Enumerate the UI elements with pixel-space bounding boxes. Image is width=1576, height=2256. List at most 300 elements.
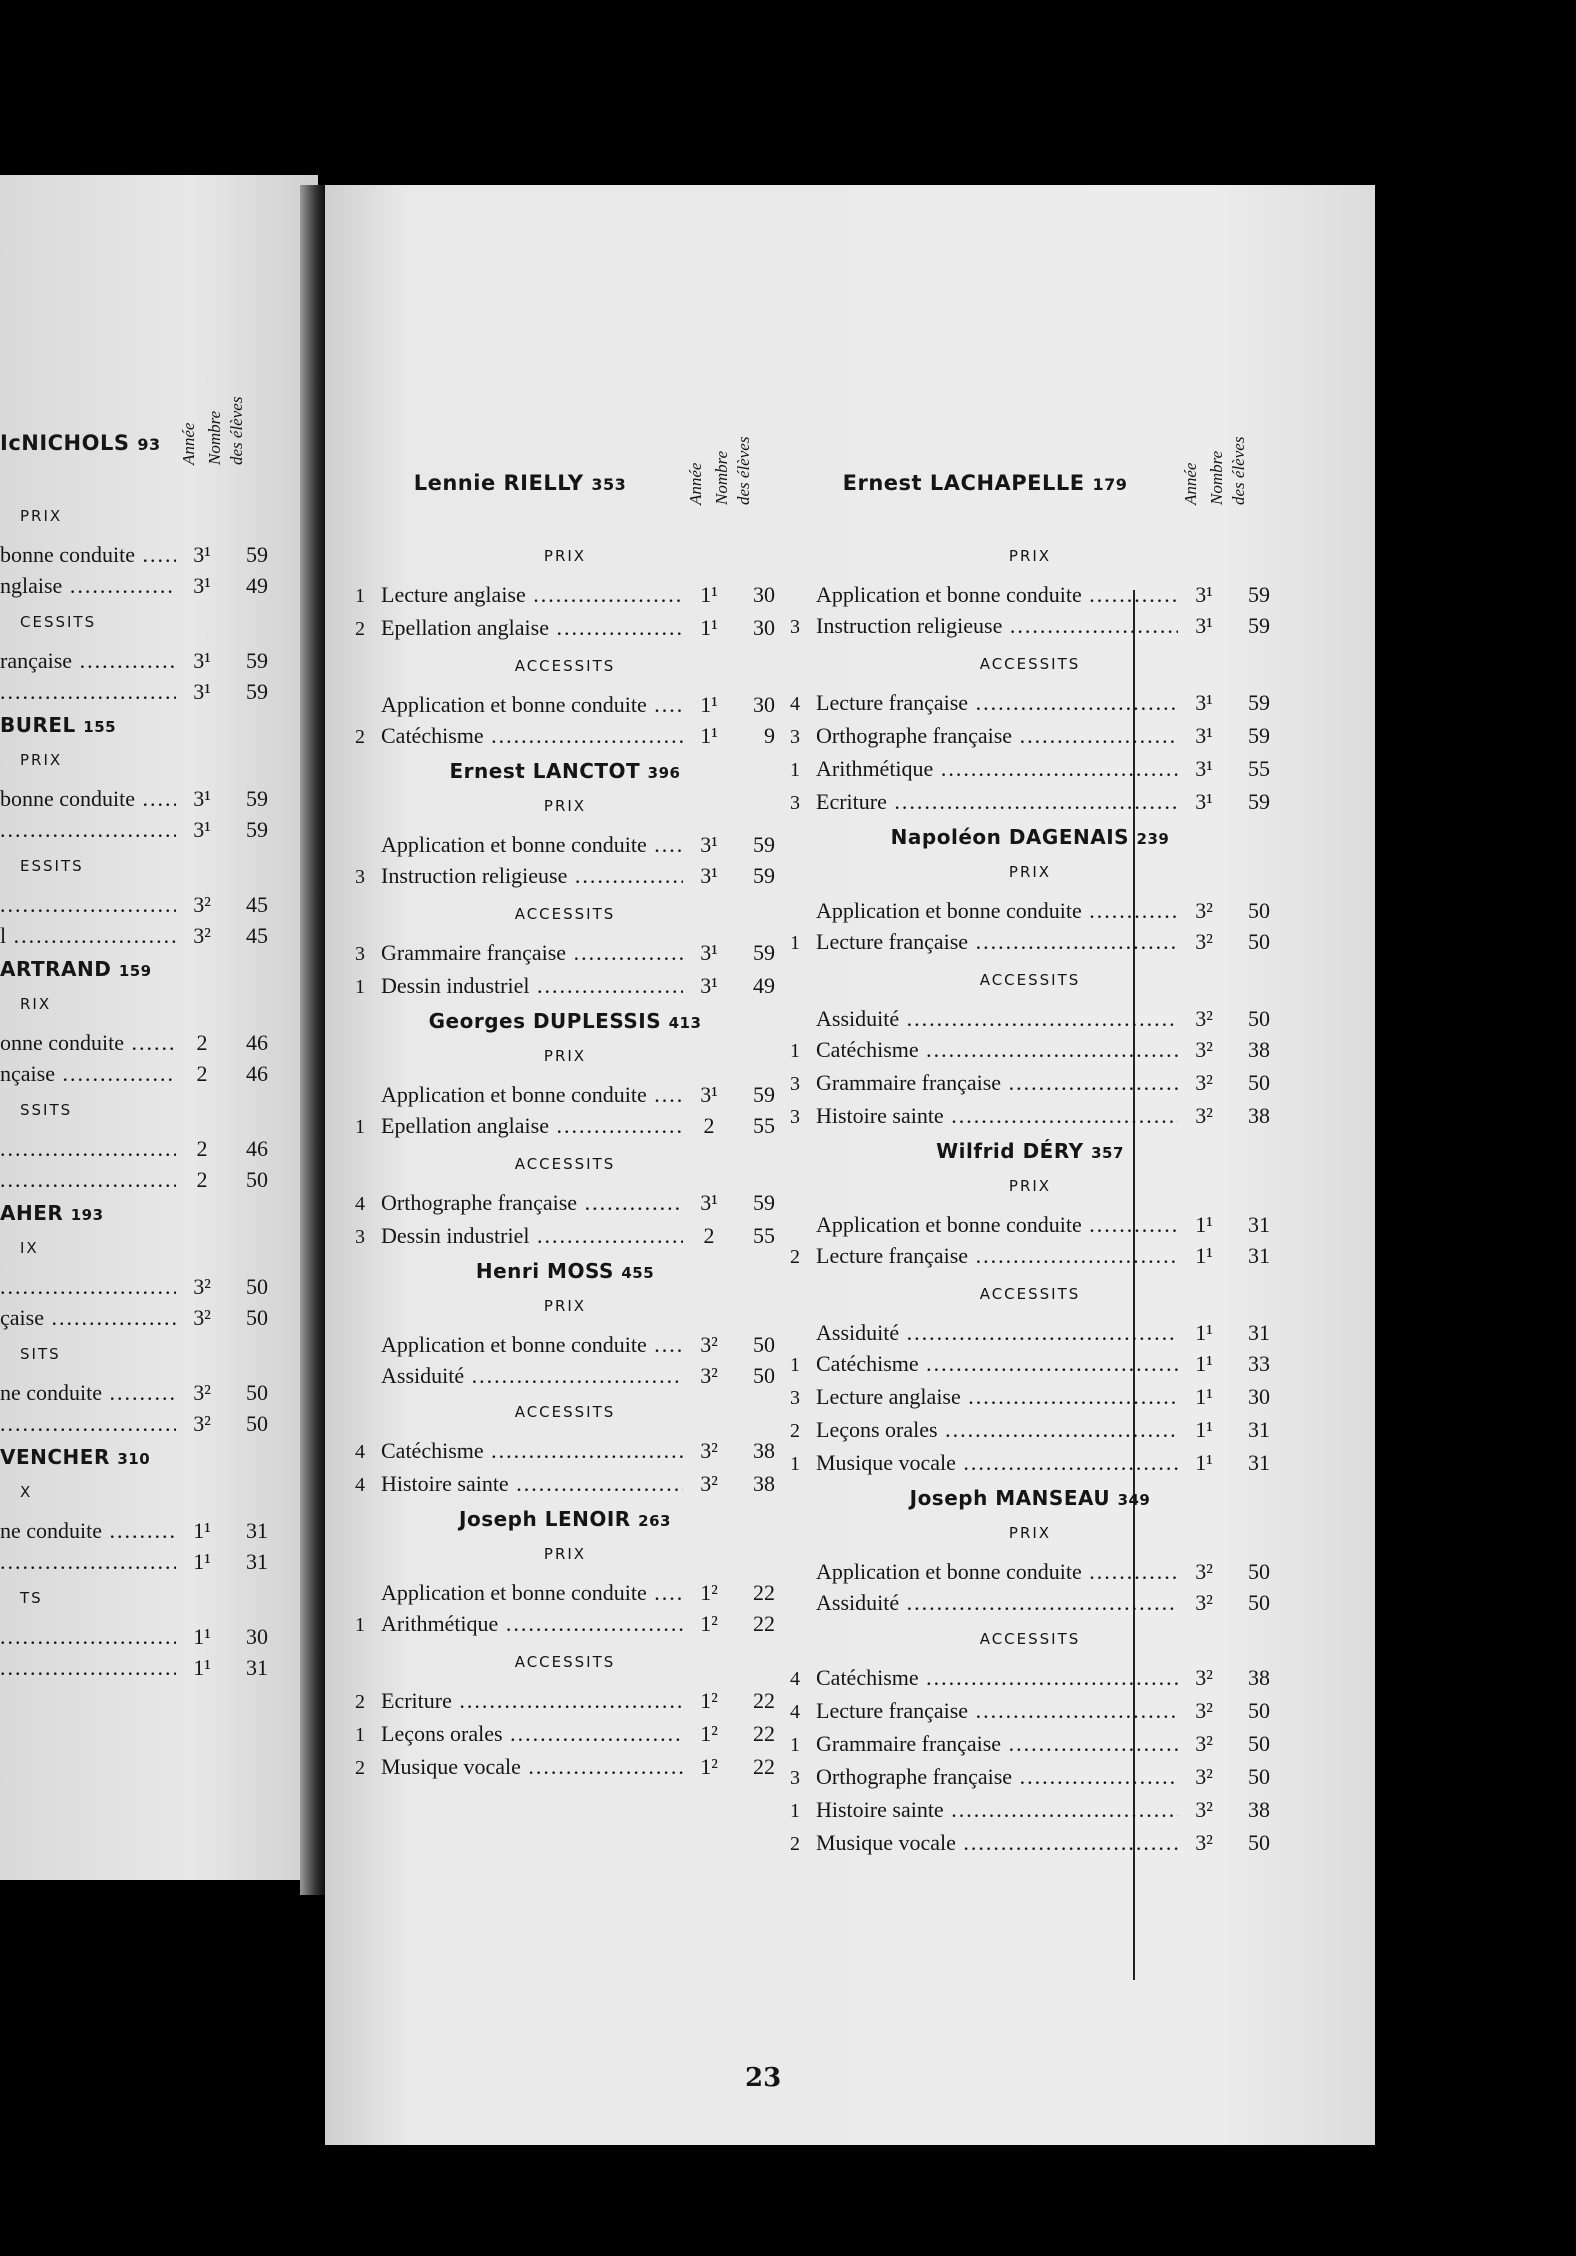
student-block <box>0 1201 268 1439</box>
award-year: 2 <box>703 1223 715 1248</box>
award-year: 2 <box>196 1030 208 1055</box>
student-block <box>790 1486 1270 1860</box>
award-count: 31 <box>246 1549 268 1574</box>
label-annee-text: Année <box>686 462 705 505</box>
award-subject: Histoire sainte ..... <box>381 1468 683 1499</box>
award-count: 22 <box>753 1611 775 1636</box>
section-title: PRIX <box>1008 1177 1052 1195</box>
award-year: 3² <box>700 1438 718 1463</box>
award-year: 3² <box>1195 1764 1213 1789</box>
award-row <box>790 895 1270 926</box>
award-year: 3² <box>193 1274 211 1299</box>
award-row <box>790 1761 1270 1794</box>
award-rank: 4 <box>355 1193 365 1215</box>
award-subject: Histoire sainte ..... <box>816 1794 1178 1825</box>
award-row <box>0 920 268 951</box>
award-row <box>355 579 775 612</box>
award-row <box>0 783 268 814</box>
award-count: 38 <box>1248 1103 1270 1128</box>
award-subject: Application et bonne conduite ..... <box>381 1329 683 1360</box>
award-subject: Assiduité ..... <box>816 1317 1178 1348</box>
award-count: 31 <box>1248 1212 1270 1237</box>
award-subject: Application et bonne conduite ..... <box>816 1556 1178 1587</box>
student-number: 310 <box>117 1450 151 1468</box>
award-year: 1¹ <box>1195 1320 1213 1345</box>
award-count: 46 <box>246 1061 268 1086</box>
award-year: 3¹ <box>700 1190 718 1215</box>
label-annee-text: Année <box>1181 462 1200 505</box>
student-name-text: ARTRAND <box>0 957 112 981</box>
student-block <box>355 759 775 1003</box>
award-rank: 1 <box>790 759 800 781</box>
award-count: 31 <box>246 1655 268 1680</box>
award-row <box>0 1546 268 1577</box>
award-year: 3² <box>1195 1006 1213 1031</box>
award-year: 3¹ <box>193 573 211 598</box>
award-year: 1¹ <box>700 692 718 717</box>
student-name <box>0 1201 268 1225</box>
award-count: 9 <box>764 723 775 748</box>
award-count: 59 <box>753 1190 775 1215</box>
award-year: 3¹ <box>1195 613 1213 638</box>
award-count: 59 <box>1248 582 1270 607</box>
award-subject: Application et bonne conduite ..... <box>816 579 1178 610</box>
award-subject: Orthographe française ..... <box>816 1761 1178 1792</box>
award-row <box>790 1317 1270 1348</box>
award-subject: Lecture française ..... <box>816 926 1178 957</box>
student-name-text: Joseph MANSEAU <box>909 1486 1111 1510</box>
award-subject: Musique vocale ..... <box>381 1751 683 1782</box>
award-count: 50 <box>1248 1731 1270 1756</box>
award-row <box>0 1164 268 1195</box>
award-count: 50 <box>246 1167 268 1192</box>
award-count: 45 <box>246 923 268 948</box>
award-year: 3¹ <box>193 542 211 567</box>
student-name <box>790 1139 1270 1163</box>
award-subject: onne conduite ..... <box>0 1027 176 1058</box>
section-title: PRIX <box>1008 1524 1052 1542</box>
award-subject: Grammaire française ..... <box>381 937 683 968</box>
award-rank: 2 <box>790 1420 800 1442</box>
column-header <box>355 425 775 535</box>
award-subject: bonne conduite ..... <box>0 783 176 814</box>
header-name-text: IcNICHOLS <box>0 431 130 455</box>
award-count: 55 <box>753 1223 775 1248</box>
award-count: 22 <box>753 1580 775 1605</box>
award-rank: 4 <box>355 1441 365 1463</box>
award-count: 30 <box>753 582 775 607</box>
award-year: 2 <box>196 1167 208 1192</box>
student-name-text: Ernest LANCTOT <box>449 759 641 783</box>
award-count: 38 <box>1248 1037 1270 1062</box>
award-year: 3² <box>700 1471 718 1496</box>
award-subject <box>0 1621 176 1652</box>
award-count: 50 <box>1248 1070 1270 1095</box>
award-year: 3² <box>193 1305 211 1330</box>
section-title: ACCESSITS <box>979 1285 1081 1303</box>
award-row <box>355 689 775 720</box>
column-header <box>790 425 1270 535</box>
section-title: PRIX <box>543 1545 587 1563</box>
award-rank: 1 <box>790 1734 800 1756</box>
student-name <box>0 957 268 981</box>
section-title: ESSITS <box>20 857 84 875</box>
award-row <box>790 1662 1270 1695</box>
section-title: PRIX <box>1008 547 1052 565</box>
award-row <box>790 1034 1270 1067</box>
header-student-name <box>790 471 1180 495</box>
award-year: 3¹ <box>193 786 211 811</box>
left-page-column <box>0 385 268 1689</box>
award-year: 3¹ <box>193 817 211 842</box>
award-rank: 3 <box>790 792 800 814</box>
award-subject: Ecriture ..... <box>381 1685 683 1716</box>
award-rank: 3 <box>355 866 365 888</box>
award-subject <box>0 1164 176 1195</box>
award-rank: 3 <box>790 726 800 748</box>
award-count: 55 <box>753 1113 775 1138</box>
student-name <box>0 713 268 737</box>
award-row <box>0 645 268 676</box>
award-row <box>790 1556 1270 1587</box>
award-subject: Arithmétique ..... <box>816 753 1178 784</box>
award-row <box>790 1348 1270 1381</box>
award-subject: Lecture française ..... <box>816 1240 1178 1271</box>
award-subject: Leçons orales ..... <box>381 1718 683 1749</box>
page-number: 23 <box>745 2063 782 2093</box>
award-subject <box>0 889 176 920</box>
award-row <box>355 1577 775 1608</box>
award-count: 30 <box>753 615 775 640</box>
award-count: 50 <box>1248 1559 1270 1584</box>
award-count: 31 <box>1248 1417 1270 1442</box>
award-row <box>790 1728 1270 1761</box>
award-subject: ne conduite ..... <box>0 1515 176 1546</box>
award-rank: 3 <box>355 1226 365 1248</box>
award-count: 22 <box>753 1721 775 1746</box>
award-count: 50 <box>753 1363 775 1388</box>
award-count: 50 <box>1248 1590 1270 1615</box>
award-subject: Epellation anglaise ..... <box>381 1110 683 1141</box>
award-year: 3² <box>700 1332 718 1357</box>
section-title: IX <box>20 1239 39 1257</box>
award-row <box>355 1718 775 1751</box>
award-count: 46 <box>246 1136 268 1161</box>
award-count: 31 <box>1248 1243 1270 1268</box>
award-row <box>790 1209 1270 1240</box>
label-nombre-text: Nombre <box>712 450 731 505</box>
award-count: 49 <box>753 973 775 998</box>
award-year: 1¹ <box>700 582 718 607</box>
award-row <box>790 1794 1270 1827</box>
award-subject: Assiduité ..... <box>381 1360 683 1391</box>
award-subject: Assiduité ..... <box>816 1587 1178 1618</box>
award-year: 1¹ <box>193 1518 211 1543</box>
award-year: 3¹ <box>700 940 718 965</box>
award-count: 38 <box>1248 1797 1270 1822</box>
award-year: 1² <box>700 1721 718 1746</box>
award-year: 3² <box>1195 1037 1213 1062</box>
header-name-text: Lennie RIELLY <box>413 471 584 495</box>
label-nombre-text: Nombre <box>205 410 224 465</box>
award-subject: Application et bonne conduite ..... <box>816 895 1178 926</box>
award-year: 1¹ <box>193 1655 211 1680</box>
award-rank: 1 <box>355 585 365 607</box>
award-subject: Assiduité ..... <box>816 1003 1178 1034</box>
student-name-text: Napoléon DAGENAIS <box>890 825 1130 849</box>
award-year: 3² <box>1195 1665 1213 1690</box>
award-subject: Grammaire française ..... <box>816 1067 1178 1098</box>
award-row <box>0 814 268 845</box>
award-year: 3² <box>1195 1559 1213 1584</box>
label-eleves <box>1230 415 1260 505</box>
award-row <box>790 1100 1270 1133</box>
award-rank: 1 <box>790 1354 800 1376</box>
award-row <box>790 1003 1270 1034</box>
award-row <box>790 1414 1270 1447</box>
award-row <box>355 860 775 893</box>
award-year: 3¹ <box>1195 789 1213 814</box>
award-rank: 2 <box>355 726 365 748</box>
section-title: TS <box>20 1589 43 1607</box>
award-row <box>0 1408 268 1439</box>
award-year: 3¹ <box>1195 723 1213 748</box>
award-year: 3¹ <box>1195 690 1213 715</box>
award-subject: Ecriture ..... <box>816 786 1178 817</box>
column-1 <box>355 425 775 1790</box>
award-year: 3² <box>1195 1731 1213 1756</box>
header-student-name <box>0 431 178 455</box>
award-row <box>0 570 268 601</box>
award-count: 59 <box>753 832 775 857</box>
section-title: PRIX <box>20 751 63 769</box>
award-subject: Histoire sainte ..... <box>816 1100 1178 1131</box>
award-row <box>790 926 1270 959</box>
section-title: PRIX <box>543 1297 587 1315</box>
label-eleves-text: des élèves <box>734 436 753 505</box>
award-count: 59 <box>246 817 268 842</box>
award-subject: Instruction religieuse ..... <box>816 610 1178 641</box>
award-rank: 1 <box>790 932 800 954</box>
student-block <box>790 1139 1270 1480</box>
award-year: 1¹ <box>1195 1417 1213 1442</box>
award-year: 2 <box>703 1113 715 1138</box>
section-title: RIX <box>20 995 52 1013</box>
award-subject: Musique vocale ..... <box>816 1827 1178 1858</box>
column-header <box>0 385 268 495</box>
award-row <box>355 1360 775 1391</box>
award-rank: 4 <box>790 1701 800 1723</box>
award-subject: l ..... <box>0 920 176 951</box>
award-row <box>355 970 775 1003</box>
award-year: 3¹ <box>1195 756 1213 781</box>
award-subject: Catéchisme ..... <box>381 1435 683 1466</box>
student-number: 349 <box>1117 1491 1151 1509</box>
award-row <box>790 1381 1270 1414</box>
award-year: 3¹ <box>700 1082 718 1107</box>
award-count: 50 <box>1248 929 1270 954</box>
section-title: PRIX <box>20 507 63 525</box>
award-row <box>355 1435 775 1468</box>
award-count: 50 <box>246 1305 268 1330</box>
award-row <box>355 1685 775 1718</box>
award-subject: Arithmétique ..... <box>381 1608 683 1639</box>
award-count: 50 <box>1248 898 1270 923</box>
award-count: 55 <box>1248 756 1270 781</box>
award-year: 2 <box>196 1061 208 1086</box>
award-row <box>355 612 775 645</box>
student-number: 239 <box>1136 830 1170 848</box>
award-count: 30 <box>753 692 775 717</box>
label-nombre-text: Nombre <box>1207 450 1226 505</box>
award-subject: Lecture anglaise ..... <box>381 579 683 610</box>
student-block <box>790 825 1270 1133</box>
award-row <box>0 539 268 570</box>
section-title: PRIX <box>1008 863 1052 881</box>
student-number: 159 <box>118 962 152 980</box>
award-subject: Application et bonne conduite ..... <box>381 829 683 860</box>
award-rank: 4 <box>790 1668 800 1690</box>
award-subject: Epellation anglaise ..... <box>381 612 683 643</box>
award-count: 50 <box>1248 1764 1270 1789</box>
award-rank: 3 <box>790 1767 800 1789</box>
award-subject: Lecture française ..... <box>816 1695 1178 1726</box>
award-subject <box>0 1408 176 1439</box>
award-rank: 3 <box>790 1106 800 1128</box>
award-rank: 1 <box>790 1453 800 1475</box>
award-row <box>790 720 1270 753</box>
award-row <box>0 1515 268 1546</box>
award-year: 3² <box>193 923 211 948</box>
right-page <box>325 185 1375 2145</box>
award-subject: Catéchisme ..... <box>381 720 683 751</box>
award-row <box>355 1220 775 1253</box>
label-eleves <box>228 375 258 465</box>
award-rank: 2 <box>790 1246 800 1268</box>
student-block <box>355 1009 775 1253</box>
label-eleves <box>735 415 765 505</box>
award-year: 1¹ <box>1195 1351 1213 1376</box>
award-count: 38 <box>753 1471 775 1496</box>
award-count: 50 <box>753 1332 775 1357</box>
award-row <box>0 1133 268 1164</box>
award-count: 59 <box>753 863 775 888</box>
section-title: ACCESSITS <box>979 1630 1081 1648</box>
award-subject: Orthographe française ..... <box>381 1187 683 1218</box>
award-year: 3¹ <box>193 679 211 704</box>
award-row <box>0 889 268 920</box>
award-row <box>0 1271 268 1302</box>
award-row <box>0 1377 268 1408</box>
student-number: 263 <box>638 1512 671 1530</box>
award-subject: nçaise ..... <box>0 1058 176 1089</box>
award-rank: 2 <box>355 1691 365 1713</box>
award-year: 3¹ <box>1195 582 1213 607</box>
award-year: 3² <box>193 1411 211 1436</box>
award-row <box>355 1608 775 1641</box>
award-rank: 1 <box>790 1040 800 1062</box>
label-annee-text: Année <box>179 422 198 465</box>
student-name <box>790 1486 1270 1510</box>
student-name-text: Georges DUPLESSIS <box>428 1009 662 1033</box>
award-count: 22 <box>753 1688 775 1713</box>
award-subject: Catéchisme ..... <box>816 1348 1178 1379</box>
award-count: 22 <box>753 1754 775 1779</box>
student-number: 413 <box>668 1014 702 1032</box>
student-name-text: Wilfrid DÉRY <box>936 1139 1084 1163</box>
award-row <box>355 1468 775 1501</box>
award-count: 30 <box>1248 1384 1270 1409</box>
award-rank: 2 <box>355 618 365 640</box>
section-title: ACCESSITS <box>514 657 616 675</box>
award-row <box>790 786 1270 819</box>
award-count: 31 <box>1248 1450 1270 1475</box>
student-block <box>0 1445 268 1683</box>
award-year: 3¹ <box>700 863 718 888</box>
student-name <box>790 825 1270 849</box>
student-block <box>355 547 775 753</box>
award-year: 1² <box>700 1611 718 1636</box>
award-subject: Orthographe française ..... <box>816 720 1178 751</box>
award-count: 59 <box>1248 690 1270 715</box>
award-subject <box>0 814 176 845</box>
award-count: 38 <box>1248 1665 1270 1690</box>
award-count: 46 <box>246 1030 268 1055</box>
student-name-text: Henri MOSS <box>475 1259 614 1283</box>
section-title: CESSITS <box>20 613 97 631</box>
award-year: 3² <box>1195 1698 1213 1723</box>
student-name-text: Joseph LENOIR <box>459 1507 631 1531</box>
award-count: 59 <box>1248 789 1270 814</box>
award-year: 3¹ <box>700 973 718 998</box>
section-title: SSITS <box>20 1101 73 1119</box>
column-2 <box>790 425 1270 1866</box>
award-rank: 4 <box>355 1474 365 1496</box>
award-row <box>790 1240 1270 1273</box>
award-row <box>0 1621 268 1652</box>
award-subject: bonne conduite ..... <box>0 539 176 570</box>
award-row <box>355 1329 775 1360</box>
student-name <box>355 1259 775 1283</box>
student-block <box>0 957 268 1195</box>
award-row <box>355 1079 775 1110</box>
award-rank: 4 <box>790 693 800 715</box>
award-row <box>790 1067 1270 1100</box>
award-year: 2 <box>196 1136 208 1161</box>
student-block <box>0 507 268 707</box>
award-subject: Instruction religieuse ..... <box>381 860 683 891</box>
student-name <box>0 1445 268 1469</box>
award-row <box>0 1027 268 1058</box>
award-count: 50 <box>246 1411 268 1436</box>
student-number: 357 <box>1091 1144 1124 1162</box>
award-subject: çaise ..... <box>0 1302 176 1333</box>
award-count: 59 <box>246 679 268 704</box>
header-student-number: 179 <box>1092 475 1128 494</box>
student-block <box>355 1259 775 1501</box>
award-year: 1² <box>700 1754 718 1779</box>
student-block <box>355 1507 775 1784</box>
award-row <box>355 720 775 753</box>
award-row <box>355 1751 775 1784</box>
section-title: ACCESSITS <box>514 905 616 923</box>
award-row <box>790 1827 1270 1860</box>
award-rank: 1 <box>790 1800 800 1822</box>
award-year: 3² <box>700 1363 718 1388</box>
award-subject <box>0 676 176 707</box>
award-count: 59 <box>246 786 268 811</box>
award-rank: 2 <box>790 1833 800 1855</box>
